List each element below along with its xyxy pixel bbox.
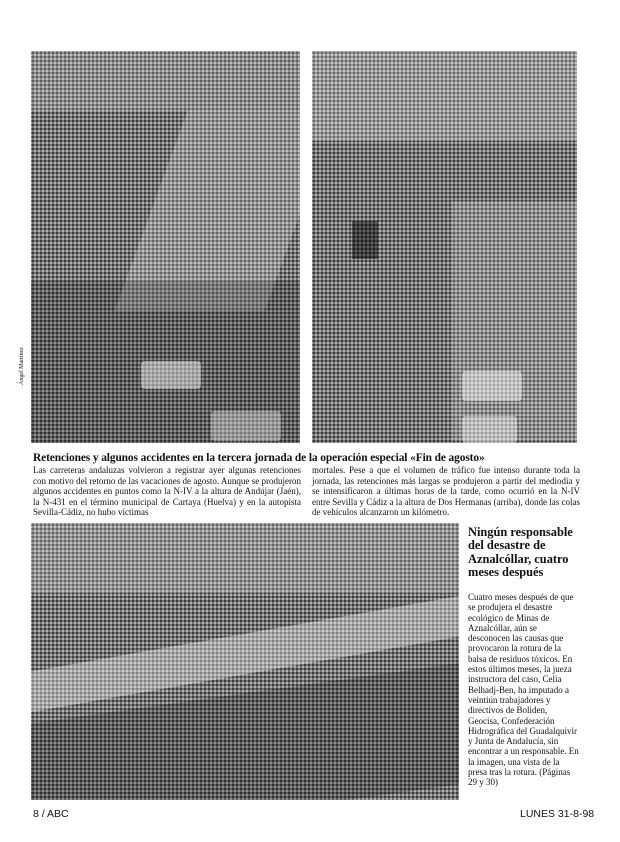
sidebar-headline: Ningún responsable del desastre de Aznalcóllar, cuatro meses después — [468, 525, 573, 580]
photo-traffic-jam-left — [31, 51, 300, 443]
caption-text-left: Las carreteras andaluzas volvieron a registrar ayer algunas retenciones con motivo del retorno de las vacaciones de agosto. Aunque se produjeron algunos accidentes en puntos como la N-IV a la altura de Andújar (Jaén), la N-431 en el término municipal de Cartaya (Huelva) y en la autopista Sevilla-Cádiz, no hubo víctimas — [33, 465, 301, 518]
photo-traffic-jam-right — [312, 51, 577, 443]
caption-text-right: mortales. Pese a que el volumen de tráfico fue intenso durante toda la jornada, las retenciones más largas se produjeron a partir del mediodía y se intensificaron a últimas horas de la tarde, como ocurrió en la N-IV entre Sevilla y Cádiz a la altura de Dos Hermanas (arriba), donde las colas de vehículos alcanzaron un kilómetro. — [312, 465, 580, 518]
page-number: 8 / ABC — [33, 808, 69, 820]
caption-headline: Retenciones y algunos accidentes en la tercera jornada de la operación especial «Fin de agosto» — [33, 452, 485, 464]
photo-credit: Ángel Martínez — [19, 347, 25, 385]
sidebar-text: Cuatro meses después de que se produjera el desastre ecológico de Minas de Aznalcóllar, aún se desconocen las causas que provocaron la rotura de la balsa de residuos tóxicos. En estos últimos meses, la jueza instructora del caso, Celia Belhadj-Ben, ha imputado a veintiún trabajadores y directivos de Boliden, Geocisa, Confederación Hidrográfica del Guadalquivir y Junta de Andalucía, sin encontrar a un responsable. En la imagen, una vista de la presa tras la rotura. (Páginas 29 y 30) — [468, 592, 579, 788]
issue-date: LUNES 31-8-98 — [520, 808, 595, 820]
photo-aznalcollar-dam — [31, 523, 459, 800]
